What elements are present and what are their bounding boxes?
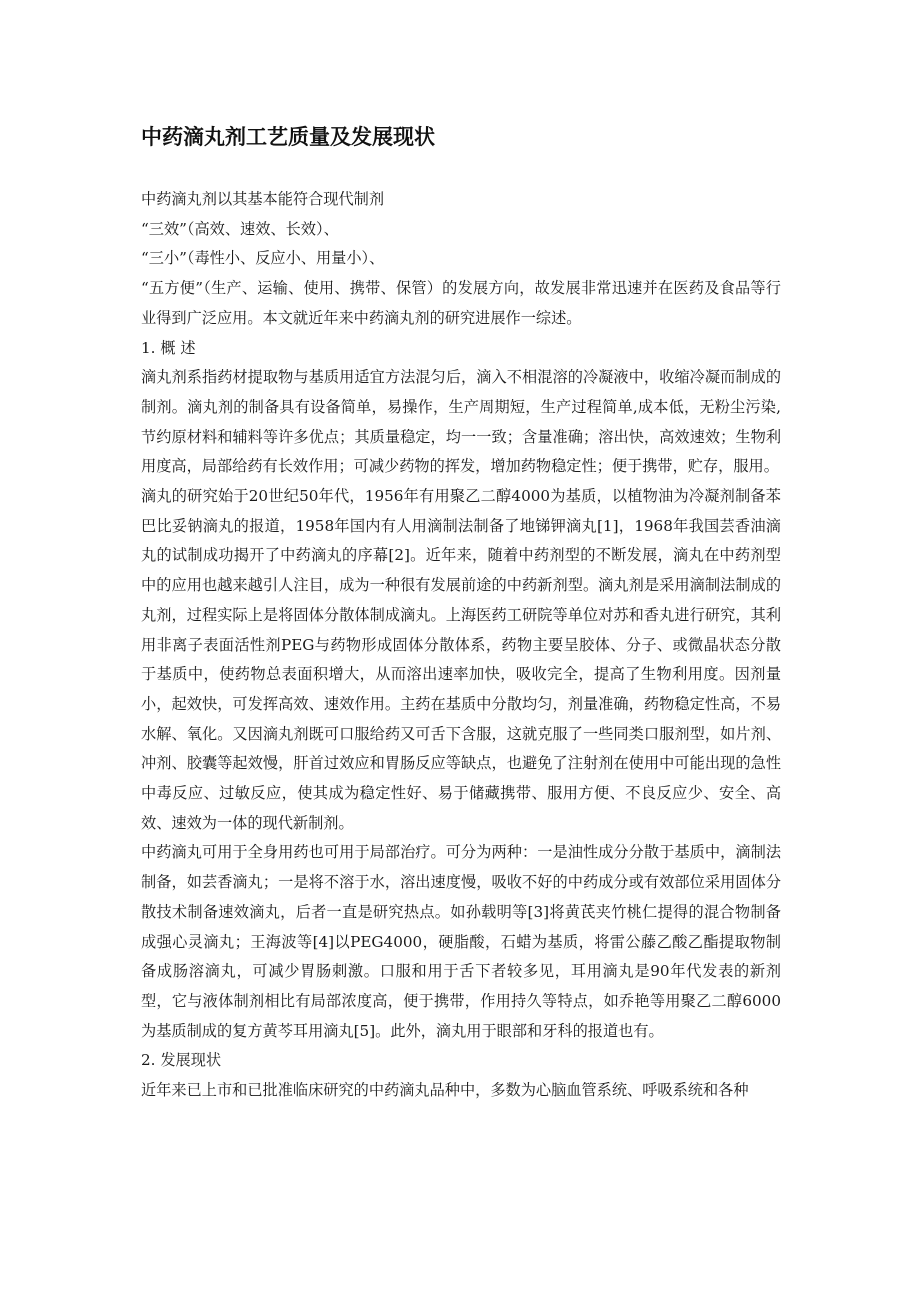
body-paragraph-history: 滴丸的研究始于20世纪50年代，1956年有用聚乙二醇4000为基质，以植物油为冷凝剂制备苯巴比妥钠滴丸的报道，1958年国内有人用滴制法制备了地锑钾滴丸[1]，1968年我国芸香油滴丸的试制成功揭开了中药滴丸的序幕[2]。近年来，随着中药剂型的不断发展，滴丸在中药剂型中的应用也越来越引人注目，成为一种很有发展前途的中药新剂型。滴丸剂是采用滴制法制成的丸剂，过程实际上是将固体分散体制成滴丸。上海医药工研院等单位对苏和香丸进行研究，其利用非离子表面活性剂PEG与药物形成固体分散体系，药物主要呈胶体、分子、或微晶状态分散于基质中，使药物总表面积增大，从而溶出速率加快，吸收完全，提高了生物利用度。因剂量小，起效快，可发挥高效、速效作用。主药在基质中分散均匀，剂量准确，药物稳定性高，不易水解、氧化。又因滴丸剂既可口服给药又可舌下含服，这就克服了一些同类口服剂型，如片剂、冲剂、胶囊等起效慢，肝首过效应和胃肠反应等缺点，也避免了注射剂在使用中可能出现的急性中毒反应、过敏反应，使其成为稳定性好、易于储藏携带、服用方便、不良反应少、安全、高效、速效为一体的现代新制剂。 xyxy=(141,487,781,832)
body-paragraph-status: 近年来已上市和已批准临床研究的中药滴丸品种中，多数为心脑血管系统、呼吸系统和各种 xyxy=(141,1081,749,1100)
document-title: 中药滴丸剂工艺质量及发展现状 xyxy=(141,125,435,149)
section-heading-overview: 1. 概 述 xyxy=(141,338,196,357)
intro-line-1: 中药滴丸剂以其基本能符合现代制剂 xyxy=(141,190,384,208)
body-paragraph-definition: 滴丸剂系指药材提取物与基质用适宜方法混匀后，滴入不相混溶的冷凝液中，收缩冷凝而制成的制剂。滴丸剂的制备具有设备简单，易操作，生产周期短，生产过程简单,成本低，无粉尘污染,节约原材料和辅料等许多优点；其质量稳定，均一一致；含量准确；溶出快，高效速效；生物利用度高，局部给药有长效作用；可减少药物的挥发，增加药物稳定性；便于携带，贮存，服用。 xyxy=(141,368,781,476)
intro-line-2: “三效”（高效、速效、长效）、 xyxy=(141,219,339,238)
intro-line-3: “三小”（毒性小、反应小、用量小）、 xyxy=(141,249,385,268)
intro-paragraph: “五方便”（生产、运输、使用、携带、保管）的发展方向，故发展非常迅速并在医药及食品等行业得到广泛应用。本文就近年来中药滴丸剂的研究进展作一综述。 xyxy=(141,279,781,327)
document-body xyxy=(141,185,781,1106)
section-heading-status: 2. 发展现状 xyxy=(141,1051,222,1070)
body-paragraph-applications: 中药滴丸可用于全身用药也可用于局部治疗。可分为两种：一是油性成分分散于基质中，滴制法制备，如芸香滴丸；一是将不溶于水，溶出速度慢，吸收不好的中药成分或有效部位采用固体分散技术制备速效滴丸，后者一直是研究热点。如孙载明等[3]将黄芪夹竹桃仁提得的混合物制备成强心灵滴丸；王海波等[4]以PEG4000，硬脂酸，石蜡为基质，将雷公藤乙酸乙酯提取物制备成肠溶滴丸，可减少胃肠刺激。口服和用于舌下者较多见，耳用滴丸是90年代发表的新剂型，它与液体制剂相比有局部浓度高，便于携带，作用持久等特点，如乔艳等用聚乙二醇6000为基质制成的复方黄芩耳用滴丸[5]。此外，滴丸用于眼部和牙科的报道也有。 xyxy=(141,843,781,1040)
